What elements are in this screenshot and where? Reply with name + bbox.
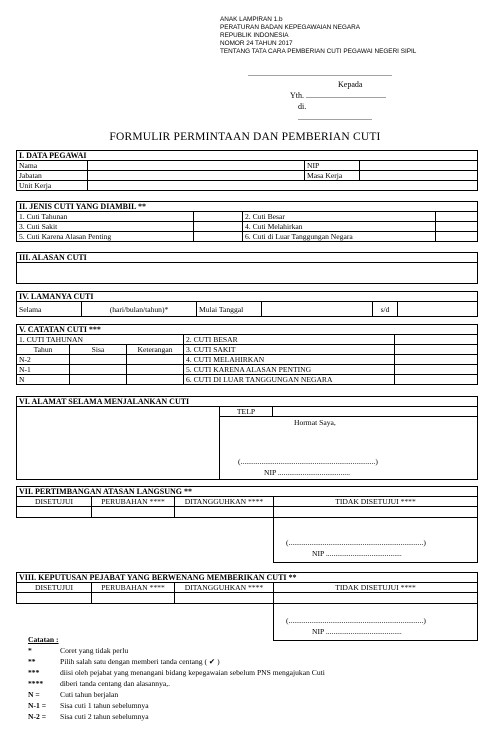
cuti-tahunan-label: 1. CUTI TAHUNAN: [17, 335, 184, 345]
signature-paren: (.......................................................................): [238, 457, 378, 466]
note-key: N-1 =: [28, 701, 47, 710]
sisa-field[interactable]: [70, 375, 127, 385]
section-heading: I. DATA PEGAWAI: [17, 151, 478, 161]
selama-label: Selama: [17, 302, 56, 317]
note-text: Coret yang tidak perlu: [60, 646, 129, 655]
note-row: [28, 689, 325, 700]
telp-field[interactable]: [273, 407, 478, 417]
keterangan-field[interactable]: [127, 375, 184, 385]
sisa-field[interactable]: [70, 355, 127, 365]
blank-area: [17, 518, 274, 563]
unit-kerja-field[interactable]: [88, 181, 478, 191]
cuti-checkbox[interactable]: [436, 232, 478, 242]
col-tidak-disetujui: TIDAK DISETUJUI ****: [274, 583, 478, 593]
note-key: ****: [28, 679, 44, 688]
notes-block: [28, 634, 325, 722]
note-row: [28, 667, 325, 678]
regulation-header: [220, 16, 416, 56]
section-keputusan: [16, 572, 478, 641]
note-text: diisi oleh pejabat yang menangani bidang kepegawaian sebelum PNS mengajukan Cuti: [60, 668, 325, 677]
perubahan-field[interactable]: [92, 507, 175, 518]
header-line: TENTANG TATA CARA PEMBERIAN CUTI PEGAWAI NEGERI SIPIL: [220, 48, 417, 55]
nip-label: NIP: [305, 161, 360, 171]
note-text: Sisa cuti 2 tahun sebelumnya: [60, 712, 149, 721]
tidak-disetujui-field[interactable]: [274, 593, 478, 604]
col-ditangguhkan: DITANGGUHKAN ****: [175, 497, 274, 507]
header-line: ANAK LAMPIRAN 1.b: [220, 16, 283, 23]
nip-field[interactable]: [360, 161, 478, 171]
col-tidak-disetujui: TIDAK DISETUJUI ****: [274, 497, 478, 507]
signature-nip: NIP ........................................: [312, 627, 402, 636]
note-text: Pilih salah satu dengan memberi tanda centang ( ✔ ): [60, 657, 220, 666]
catatan-right-label: 6. CUTI DI LUAR TANGGUNGAN NEGARA: [184, 375, 395, 385]
col-sisa: Sisa: [70, 345, 127, 355]
section-heading: III. ALASAN CUTI: [17, 253, 478, 263]
perubahan-field[interactable]: [92, 593, 175, 604]
col-tahun: Tahun: [17, 345, 70, 355]
section-heading: VII. PERTIMBANGAN ATASAN LANGSUNG **: [17, 487, 478, 497]
catatan-right-field[interactable]: [395, 375, 478, 385]
note-row: [28, 656, 325, 667]
catatan-right-label: 5. CUTI KARENA ALASAN PENTING: [184, 365, 395, 375]
section-heading: V. CATATAN CUTI ***: [17, 325, 478, 335]
section-heading: IV. LAMANYA CUTI: [17, 292, 478, 302]
alasan-field[interactable]: [17, 263, 478, 284]
note-row: [28, 645, 325, 656]
col-disetujui: DISETUJUI: [17, 583, 92, 593]
cuti-option: 5. Cuti Karena Alasan Penting: [17, 232, 194, 242]
catatan-right-label: 2. CUTI BESAR: [184, 335, 395, 345]
col-perubahan: PERUBAHAN ****: [92, 583, 175, 593]
year-row-label: N: [17, 375, 70, 385]
header-line: REPUBLIK INDONESIA: [220, 32, 289, 39]
note-row: [28, 700, 325, 711]
col-disetujui: DISETUJUI: [17, 497, 92, 507]
section-data-pegawai: [16, 150, 478, 191]
section-lamanya-cuti: [16, 291, 478, 317]
di-label: di.: [298, 102, 307, 111]
jabatan-label: Jabatan: [17, 171, 88, 181]
masa-kerja-label: Masa Kerja: [305, 171, 360, 181]
signature-cell: [220, 417, 478, 480]
cuti-checkbox[interactable]: [194, 212, 243, 222]
mulai-label: Mulai Tanggal: [197, 302, 262, 317]
col-keterangan: Keterangan: [127, 345, 184, 355]
kepada-label: Kepada: [338, 80, 363, 89]
section-heading: VI. ALAMAT SELAMA MENJALANKAN CUTI: [17, 397, 478, 407]
note-row: [28, 711, 325, 722]
cuti-option: 3. Cuti Sakit: [17, 222, 194, 232]
tidak-disetujui-field[interactable]: [274, 507, 478, 518]
catatan-right-field[interactable]: [395, 365, 478, 375]
header-line: PERATURAN BADAN KEPEGAWAIAN NEGARA: [220, 24, 361, 31]
note-text: Sisa cuti 1 tahun sebelumnya: [60, 701, 149, 710]
cuti-checkbox[interactable]: [436, 222, 478, 232]
yth-line: Yth. ........................................: [290, 91, 386, 100]
cuti-checkbox[interactable]: [194, 222, 243, 232]
col-perubahan: PERUBAHAN ****: [92, 497, 175, 507]
section-catatan-cuti: [16, 324, 478, 385]
mulai-field[interactable]: [262, 302, 373, 317]
nama-label: Nama: [17, 161, 88, 171]
catatan-right-field[interactable]: [395, 355, 478, 365]
cuti-checkbox[interactable]: [436, 212, 478, 222]
di-dots: .....................................: [298, 113, 372, 122]
unit-kerja-label: Unit Kerja: [17, 181, 88, 191]
ditangguhkan-field[interactable]: [175, 507, 274, 518]
signature-nip: NIP ........................................: [312, 549, 402, 558]
section-pertimbangan: [16, 486, 478, 563]
selama-field[interactable]: [55, 302, 82, 317]
signature-nip: NIP ......................................: [264, 468, 350, 477]
address-block: [248, 68, 392, 123]
note-key: N =: [28, 690, 40, 699]
cuti-option: 1. Cuti Tahunan: [17, 212, 194, 222]
catatan-right-field[interactable]: [395, 345, 478, 355]
catatan-right-label: 4. CUTI MELAHIRKAN: [184, 355, 395, 365]
form-title: FORMULIR PERMINTAAN DAN PEMBERIAN CUTI: [109, 131, 381, 143]
ditangguhkan-field[interactable]: [175, 593, 274, 604]
note-text: Cuti tahun berjalan: [60, 690, 119, 699]
section-alasan-cuti: [16, 252, 478, 284]
sd-label: s/d: [373, 302, 398, 317]
header-line: NOMOR 24 TAHUN 2017: [220, 40, 293, 47]
cuti-option: 4. Cuti Melahirkan: [243, 222, 436, 232]
note-text: diberi tanda centang dan alasannya,.: [60, 679, 171, 688]
cuti-option: 2. Cuti Besar: [243, 212, 436, 222]
hormat-label: Hormat Saya,: [294, 418, 336, 427]
notes-title: Catatan :: [28, 635, 59, 644]
jabatan-field[interactable]: [88, 171, 305, 181]
signature-paren: (.......................................................................): [286, 538, 426, 547]
sisa-field[interactable]: [70, 365, 127, 375]
telp-label: TELP: [220, 407, 273, 417]
section-heading: VIII. KEPUTUSAN PEJABAT YANG BERWENANG MEMBERIKAN CUTI **: [17, 573, 478, 583]
note-key: *: [28, 646, 32, 655]
note-key: **: [28, 657, 36, 666]
alamat-field[interactable]: [17, 407, 220, 417]
date-line: ........................................................................: [248, 69, 392, 78]
year-row-label: N-1: [17, 365, 70, 375]
note-key: N-2 =: [28, 712, 47, 721]
cuti-option: 6. Cuti di Luar Tanggungan Negara: [243, 232, 436, 242]
unit-label: (hari/bulan/tahun)*: [82, 302, 197, 317]
keterangan-field[interactable]: [127, 355, 184, 365]
cuti-checkbox[interactable]: [194, 232, 243, 242]
sampai-field[interactable]: [398, 302, 478, 317]
disetujui-field[interactable]: [17, 593, 92, 604]
catatan-right-label: 3. CUTI SAKIT: [184, 345, 395, 355]
year-row-label: N-2: [17, 355, 70, 365]
keterangan-field[interactable]: [127, 365, 184, 375]
atasan-signature-cell: [274, 518, 478, 563]
section-alamat-cuti: [16, 396, 478, 480]
col-ditangguhkan: DITANGGUHKAN ****: [175, 583, 274, 593]
note-row: [28, 678, 325, 689]
note-key: ***: [28, 668, 40, 677]
signature-paren: (.......................................................................): [286, 616, 426, 625]
disetujui-field[interactable]: [17, 507, 92, 518]
section-jenis-cuti: [16, 201, 478, 242]
masa-kerja-field[interactable]: [360, 171, 478, 181]
catatan-right-field[interactable]: [395, 335, 478, 345]
alamat-field-body[interactable]: [17, 417, 220, 480]
nama-field[interactable]: [88, 161, 305, 171]
section-heading: II. JENIS CUTI YANG DIAMBIL **: [17, 202, 478, 212]
